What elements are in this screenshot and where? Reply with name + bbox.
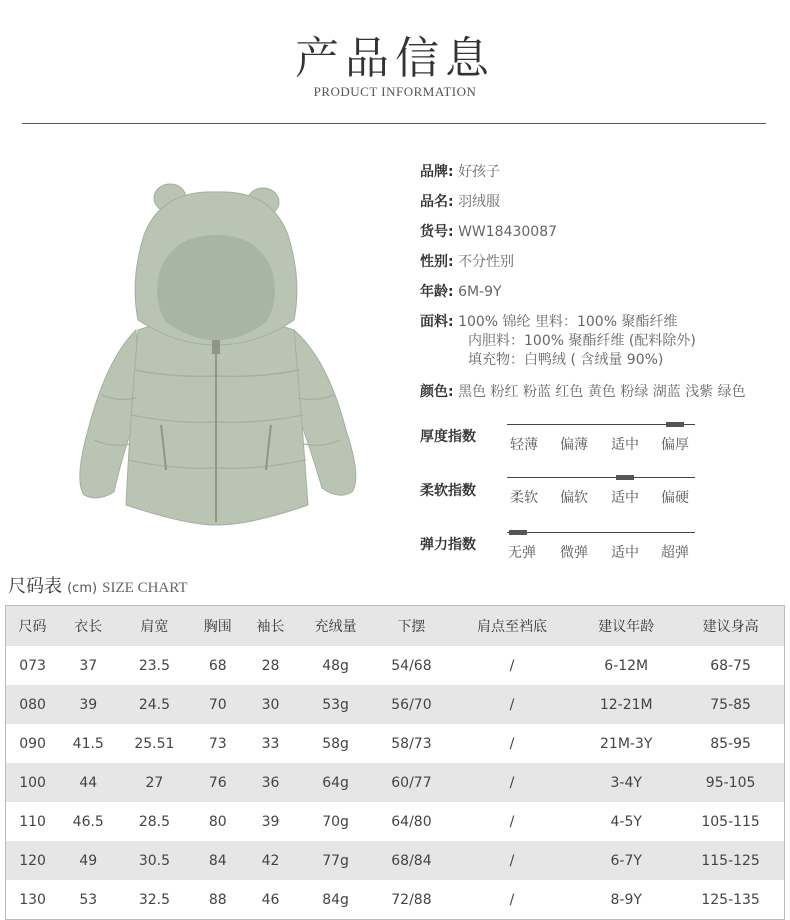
softness-scale-line <box>507 477 695 478</box>
table-cell: 39 <box>261 813 280 830</box>
sku-row <box>420 223 557 242</box>
elasticity-index-label: 弹力指数 <box>420 537 476 553</box>
softness-option: 偏软 <box>560 490 588 506</box>
size-table <box>5 605 785 920</box>
thickness-index-label: 厚度指数 <box>420 429 476 445</box>
table-cell: 28.5 <box>138 813 170 830</box>
table-row <box>6 763 785 802</box>
table-cell: 28 <box>261 657 280 674</box>
sku-value: WW18430087 <box>458 224 558 240</box>
material-row <box>420 313 677 332</box>
table-cell: 70 <box>191 685 244 724</box>
table-cell: 49 <box>59 841 117 880</box>
table-cell: 120 <box>6 841 60 880</box>
elasticity-scale-line <box>507 532 695 533</box>
thickness-option: 轻薄 <box>510 437 538 453</box>
age-row <box>420 283 502 302</box>
size-table-header <box>6 606 785 647</box>
elasticity-option: 微弹 <box>560 545 588 561</box>
table-cell: 37 <box>79 657 98 674</box>
table-cell: 64/80 <box>391 813 432 830</box>
material-line1: 100% 锦纶 里料：100% 聚酯纤维 <box>458 314 678 330</box>
table-cell: 72/88 <box>391 891 432 908</box>
softness-option: 偏硬 <box>661 490 689 506</box>
table-cell: 68 <box>208 657 227 674</box>
table-cell: / <box>509 735 515 752</box>
name-row <box>420 193 500 212</box>
softness-index-label: 柔软指数 <box>420 483 476 499</box>
table-row <box>6 880 785 920</box>
table-cell: 95-105 <box>677 763 784 802</box>
softness-scale-marker <box>616 475 634 480</box>
thickness-scale-marker <box>666 422 684 427</box>
table-cell: 27 <box>117 763 191 802</box>
gender-value: 不分性别 <box>458 254 515 270</box>
column-header: 尺码 <box>6 606 60 647</box>
table-cell: / <box>509 813 515 830</box>
age-label: 年龄: <box>420 284 454 300</box>
column-header: 充绒量 <box>297 606 374 647</box>
header-divider <box>22 123 766 124</box>
thickness-option: 偏厚 <box>661 437 689 453</box>
elasticity-option: 超弹 <box>661 545 689 561</box>
table-cell: 48g <box>322 657 349 674</box>
table-cell: 105-115 <box>701 813 760 830</box>
page-title: 产品信息 <box>295 33 495 84</box>
sku-label: 货号: <box>420 224 454 240</box>
table-cell: 68/84 <box>374 841 448 880</box>
table-cell: 6-7Y <box>575 841 677 880</box>
table-cell: 4-5Y <box>610 813 642 830</box>
table-row <box>6 841 785 880</box>
table-cell: 58/73 <box>391 735 432 752</box>
table-cell: 110 <box>19 813 46 830</box>
table-cell: 21M-3Y <box>600 735 653 752</box>
column-header: 衣长 <box>59 606 117 647</box>
column-header: 建议身高 <box>677 606 784 647</box>
thickness-option: 适中 <box>611 437 639 453</box>
table-cell: 080 <box>6 685 60 724</box>
table-cell: 30.5 <box>117 841 191 880</box>
brand-value: 好孩子 <box>458 164 501 180</box>
table-cell: / <box>449 685 576 724</box>
table-cell: 12-21M <box>575 685 677 724</box>
column-header: 下摆 <box>374 606 448 647</box>
table-cell: 3-4Y <box>575 763 677 802</box>
table-cell: 77g <box>297 841 374 880</box>
table-cell: 115-125 <box>677 841 784 880</box>
table-cell: 24.5 <box>117 685 191 724</box>
table-cell: 30 <box>244 685 297 724</box>
elasticity-option: 适中 <box>611 545 639 561</box>
softness-option: 柔软 <box>510 490 538 506</box>
column-header: 胸围 <box>191 606 244 647</box>
color-label: 颜色: <box>420 384 454 400</box>
softness-option: 适中 <box>611 490 639 506</box>
brand-label: 品牌: <box>420 164 454 180</box>
table-cell: 8-9Y <box>610 891 642 908</box>
column-header: 肩宽 <box>117 606 191 647</box>
table-cell: 84g <box>322 891 349 908</box>
color-row <box>420 383 746 402</box>
table-cell: 68-75 <box>710 657 751 674</box>
table-cell: 70g <box>322 813 349 830</box>
table-cell: 60/77 <box>374 763 448 802</box>
table-cell: 36 <box>244 763 297 802</box>
table-row <box>6 685 785 724</box>
table-cell: 56/70 <box>374 685 448 724</box>
table-cell: 41.5 <box>72 735 104 752</box>
table-cell: 73 <box>208 735 227 752</box>
table-row <box>6 802 785 841</box>
age-value: 6M-9Y <box>458 284 502 300</box>
table-cell: 53g <box>297 685 374 724</box>
table-cell: 54/68 <box>391 657 432 674</box>
color-value: 黑色 粉红 粉蓝 红色 黄色 粉绿 湖蓝 浅紫 绿色 <box>458 384 746 400</box>
table-cell: 85-95 <box>710 735 751 752</box>
table-cell: 46.5 <box>72 813 104 830</box>
table-cell: 100 <box>6 763 60 802</box>
table-cell: 80 <box>208 813 227 830</box>
material-label: 面料: <box>420 314 454 330</box>
elasticity-option: 无弹 <box>508 545 536 561</box>
size-table-body <box>6 646 785 920</box>
column-header: 袖长 <box>244 606 297 647</box>
material-line2: 内胆料：100% 聚酯纤维 (配料除外) <box>468 333 696 349</box>
name-value: 羽绒服 <box>458 194 501 210</box>
table-cell: 073 <box>19 657 46 674</box>
table-cell: 44 <box>59 763 117 802</box>
table-cell: 75-85 <box>677 685 784 724</box>
gender-label: 性别: <box>420 254 454 270</box>
page-subtitle: PRODUCT INFORMATION <box>313 84 477 99</box>
size-chart-title <box>8 572 188 598</box>
gender-row <box>420 253 514 272</box>
column-header: 建议年龄 <box>575 606 677 647</box>
table-cell: 130 <box>19 891 46 908</box>
size-chart-unit: (cm) <box>67 581 98 596</box>
table-cell: / <box>509 657 515 674</box>
table-cell: 39 <box>59 685 117 724</box>
table-cell: 76 <box>191 763 244 802</box>
material-line3: 填充物：白鸭绒 ( 含绒量 90%) <box>468 352 664 368</box>
table-cell: / <box>509 891 515 908</box>
table-cell: 58g <box>322 735 349 752</box>
jacket-image <box>66 180 366 530</box>
table-cell: 32.5 <box>138 891 170 908</box>
name-label: 品名: <box>420 194 454 210</box>
brand-row <box>420 163 500 182</box>
table-cell: / <box>449 841 576 880</box>
column-header: 肩点至裆底 <box>449 606 576 647</box>
table-cell: 53 <box>79 891 98 908</box>
table-cell: 46 <box>261 891 280 908</box>
size-chart-title-zh: 尺码表 <box>8 576 62 597</box>
table-cell: 125-135 <box>701 891 760 908</box>
table-row <box>6 646 785 685</box>
table-cell: 23.5 <box>138 657 170 674</box>
table-cell: 88 <box>208 891 227 908</box>
table-row <box>6 724 785 763</box>
elasticity-scale-marker <box>509 530 527 535</box>
table-cell: 64g <box>297 763 374 802</box>
table-cell: 6-12M <box>604 657 649 674</box>
table-cell: 42 <box>244 841 297 880</box>
thickness-option: 偏薄 <box>560 437 588 453</box>
table-cell: / <box>449 763 576 802</box>
table-cell: 090 <box>19 735 46 752</box>
table-cell: 33 <box>261 735 280 752</box>
table-cell: 84 <box>191 841 244 880</box>
size-chart-title-en: SIZE CHART <box>102 580 188 596</box>
table-cell: 25.51 <box>134 735 175 752</box>
